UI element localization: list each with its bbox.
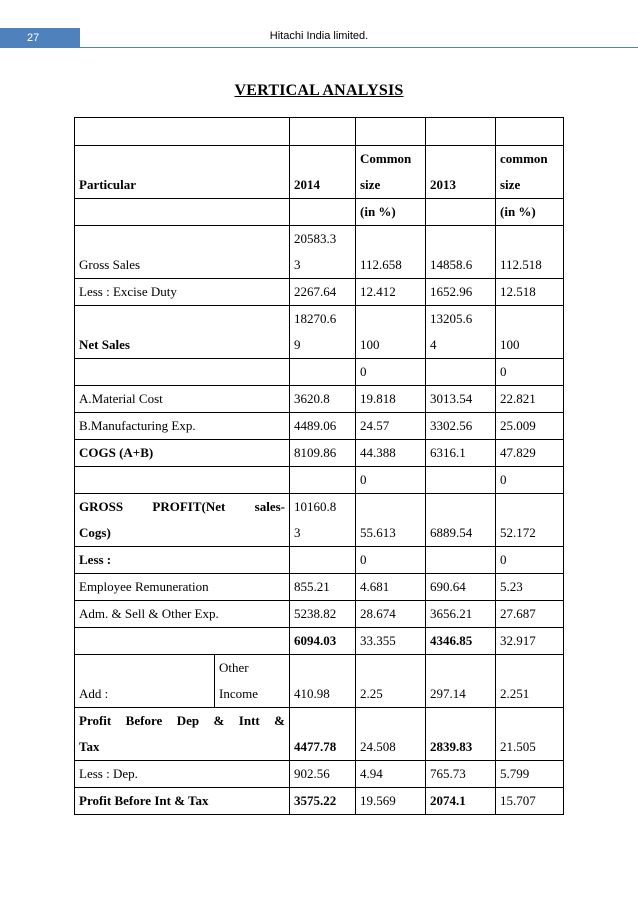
cell-value: 2074.1 [426, 788, 496, 815]
table-row [75, 359, 564, 386]
row-label: Net Sales [75, 306, 290, 359]
cell-value: 24.57 [356, 413, 426, 440]
cell-value: 2839.83 [426, 708, 496, 761]
cell-value: 14858.6 [426, 226, 496, 279]
cell-value: 18270.6 9 [290, 306, 356, 359]
row-label: Employee Remuneration [75, 574, 290, 601]
table-row [75, 788, 564, 815]
cell-value: 3302.56 [426, 413, 496, 440]
row-label: A.Material Cost [75, 386, 290, 413]
cell-value: 33.355 [356, 628, 426, 655]
cell-value: 2.25 [356, 655, 426, 708]
table-row [75, 467, 564, 494]
table-row [75, 413, 564, 440]
row-label: Less : [75, 547, 290, 574]
cell-value: 100 [356, 306, 426, 359]
cell-value: 6889.54 [426, 494, 496, 547]
cell-value: 19.569 [356, 788, 426, 815]
header-2014: 2014 [290, 146, 356, 199]
cell-value: 112.518 [496, 226, 564, 279]
cell-value: 0 [356, 359, 426, 386]
cell-value: 24.508 [356, 708, 426, 761]
cell-value: 55.613 [356, 494, 426, 547]
row-label: Less : Dep. [75, 761, 290, 788]
table-row [75, 386, 564, 413]
cell-value: 2267.64 [290, 279, 356, 306]
header-2013: 2013 [426, 146, 496, 199]
table-row [75, 574, 564, 601]
cell-value: 5238.82 [290, 601, 356, 628]
table-row [75, 761, 564, 788]
unit-label: (in %) [496, 199, 564, 226]
row-label: Adm. & Sell & Other Exp. [75, 601, 290, 628]
cell-value: 19.818 [356, 386, 426, 413]
cell-value: 765.73 [426, 761, 496, 788]
row-label: COGS (A+B) [75, 440, 290, 467]
cell-value: 32.917 [496, 628, 564, 655]
table-header-row [75, 146, 564, 199]
row-label: Other Income [215, 655, 290, 708]
cell-value: 12.412 [356, 279, 426, 306]
cell-value: 0 [496, 467, 564, 494]
header-company: Hitachi India limited. [269, 30, 369, 42]
cell-value: 4.94 [356, 761, 426, 788]
cell-value: 4.681 [356, 574, 426, 601]
header-common-size-2013: common size [496, 146, 564, 199]
cell-value: 6094.03 [290, 628, 356, 655]
cell-value: 28.674 [356, 601, 426, 628]
cell-value: 44.388 [356, 440, 426, 467]
cell-value: 20583.3 3 [290, 226, 356, 279]
table-row [75, 306, 564, 359]
row-label: Profit Before Dep & Intt & Tax [75, 708, 290, 761]
cell-value: 902.56 [290, 761, 356, 788]
cell-value: 4477.78 [290, 708, 356, 761]
table-row [75, 494, 564, 547]
cell-value: 8109.86 [290, 440, 356, 467]
cell-value: 0 [356, 547, 426, 574]
cell-value: 3656.21 [426, 601, 496, 628]
cell-value: 12.518 [496, 279, 564, 306]
row-label: B.Manufacturing Exp. [75, 413, 290, 440]
cell-value: 100 [496, 306, 564, 359]
row-label: Add : [75, 655, 215, 708]
cell-value: 5.799 [496, 761, 564, 788]
row-label: Less : Excise Duty [75, 279, 290, 306]
cell-value: 410.98 [290, 655, 356, 708]
table-row [75, 547, 564, 574]
header-rule [80, 47, 638, 48]
row-label: Profit Before Int & Tax [75, 788, 290, 815]
table-row [75, 708, 564, 761]
table-row [75, 628, 564, 655]
page-number: 27 [0, 28, 80, 48]
cell-value: 3575.22 [290, 788, 356, 815]
table-row [75, 601, 564, 628]
cell-value: 4346.85 [426, 628, 496, 655]
table-row [75, 199, 564, 226]
table-row [75, 118, 564, 146]
cell-value: 27.687 [496, 601, 564, 628]
row-label: Gross Sales [75, 226, 290, 279]
vertical-analysis-table [74, 117, 564, 815]
cell-value: 3620.8 [290, 386, 356, 413]
cell-value: 22.821 [496, 386, 564, 413]
cell-value: 10160.8 3 [290, 494, 356, 547]
cell-value: 6316.1 [426, 440, 496, 467]
unit-label: (in %) [356, 199, 426, 226]
cell-value: 25.009 [496, 413, 564, 440]
cell-value: 3013.54 [426, 386, 496, 413]
cell-value: 1652.96 [426, 279, 496, 306]
cell-value: 0 [356, 467, 426, 494]
cell-value: 112.658 [356, 226, 426, 279]
cell-value: 15.707 [496, 788, 564, 815]
header-common-size-2014: Common size [356, 146, 426, 199]
table-row [75, 655, 564, 708]
cell-value: 2.251 [496, 655, 564, 708]
page-title: VERTICAL ANALYSIS [234, 82, 404, 99]
cell-value: 21.505 [496, 708, 564, 761]
table-row [75, 279, 564, 306]
cell-value: 855.21 [290, 574, 356, 601]
cell-value: 47.829 [496, 440, 564, 467]
table-row [75, 226, 564, 279]
cell-value: 0 [496, 359, 564, 386]
cell-value: 52.172 [496, 494, 564, 547]
cell-value: 297.14 [426, 655, 496, 708]
header-particular: Particular [75, 146, 290, 199]
cell-value: 690.64 [426, 574, 496, 601]
table-row [75, 440, 564, 467]
cell-value: 0 [496, 547, 564, 574]
cell-value: 5.23 [496, 574, 564, 601]
cell-value: 13205.6 4 [426, 306, 496, 359]
row-label: GROSS PROFIT(Net sales- Cogs) [75, 494, 290, 547]
cell-value: 4489.06 [290, 413, 356, 440]
